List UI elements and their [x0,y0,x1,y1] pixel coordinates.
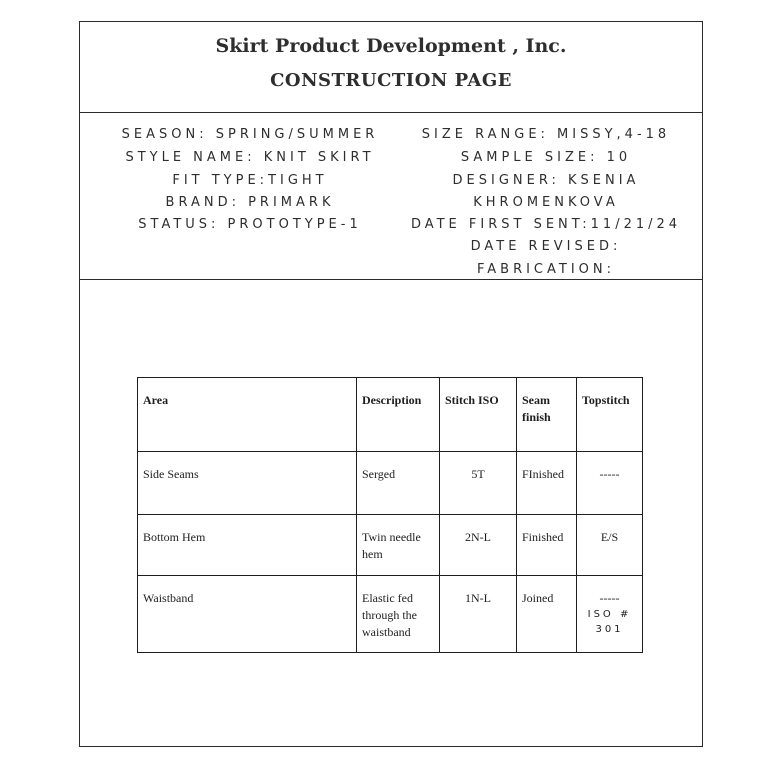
header-description: Description [357,378,440,452]
date-first-sent-label: DATE FIRST SENT:11/21/24 [410,217,682,232]
status-label: STATUS: PROTOTYPE-1 [138,217,362,232]
table-row [138,576,643,653]
cell-seam-finish: Joined [517,576,577,653]
spec-info-block [80,113,702,280]
cell-area: Waistband [138,576,357,653]
sample-size-label: SAMPLE SIZE: 10 [460,150,632,165]
cell-seam-finish: Finished [517,515,577,576]
cell-area: Side Seams [138,452,357,515]
cell-description: Elastic fed through the waistband [357,576,440,653]
construction-page [79,21,703,747]
construction-table [137,377,643,653]
size-range-label: SIZE RANGE: MISSY,4-18 [421,127,671,142]
cell-description: Twin needle hem [357,515,440,576]
cell-topstitch: ----- [577,452,643,515]
fabrication-label: FABRICATION: [476,262,616,277]
cell-topstitch: E/S [577,515,643,576]
page-title: CONSTRUCTION PAGE [270,70,512,91]
cell-area: Bottom Hem [138,515,357,576]
header-seam-finish: Seam finish [517,378,577,452]
cell-seam-finish: FInished [517,452,577,515]
date-revised-label: DATE REVISED: [470,239,622,254]
header-stitch-iso: Stitch ISO [440,378,517,452]
style-name-label: STYLE NAME: KNIT SKIRT [125,150,375,165]
table-row [138,515,643,576]
cell-stitch-iso: 2N-L [440,515,517,576]
brand-label: BRAND: PRIMARK [165,195,335,210]
topstitch-value: ----- [599,591,620,605]
fit-type-label: FIT TYPE:TIGHT [172,173,328,188]
designer-label: DESIGNER: KSENIA [452,173,640,188]
company-name: Skirt Product Development , Inc. [215,35,567,57]
season-label: SEASON: SPRING/SUMMER [121,127,379,142]
cell-description: Serged [357,452,440,515]
cell-stitch-iso: 5T [440,452,517,515]
designer-name-label: KHROMENKOVA [473,195,619,210]
topstitch-iso-note: ISO # 301 [587,609,632,635]
header-area: Area [138,378,357,452]
page-header [80,22,702,113]
table-header-row [138,378,643,452]
header-topstitch: Topstitch [577,378,643,452]
table-row [138,452,643,515]
cell-topstitch [577,576,643,653]
cell-stitch-iso: 1N-L [440,576,517,653]
